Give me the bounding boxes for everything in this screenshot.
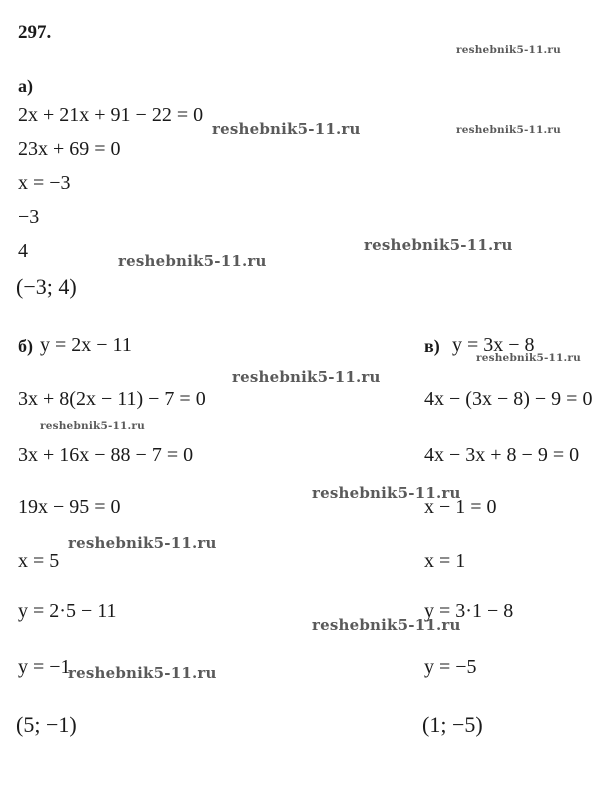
- part-a-line-1: 2x + 21x + 91 − 22 = 0: [18, 104, 204, 126]
- part-v-line-7: y = −5: [424, 656, 477, 678]
- part-b-line-2: 3x + 8(2x − 11) − 7 = 0: [18, 388, 206, 410]
- part-a-line-2: 23x + 69 = 0: [18, 138, 121, 160]
- part-b-label: б): [18, 336, 33, 356]
- watermark: reshebnik5-11.ru: [40, 420, 145, 432]
- part-b-line-6: y = 2·5 − 11: [18, 600, 117, 622]
- part-v-line-6: y = 3·1 − 8: [424, 600, 514, 622]
- part-v-line-4: x − 1 = 0: [424, 496, 497, 518]
- watermark: reshebnik5-11.ru: [232, 368, 381, 386]
- part-v-line-3: 4x − 3x + 8 − 9 = 0: [424, 444, 580, 466]
- part-a-line-4: −3: [18, 206, 40, 228]
- part-v-line-2: 4x − (3x − 8) − 9 = 0: [424, 388, 593, 410]
- watermark: reshebnik5-11.ru: [118, 252, 267, 270]
- watermark: reshebnik5-11.ru: [456, 44, 561, 56]
- part-a-line-3: x = −3: [18, 172, 71, 194]
- part-b-line-4: 19x − 95 = 0: [18, 496, 121, 518]
- watermark: reshebnik5-11.ru: [68, 534, 217, 552]
- watermark: reshebnik5-11.ru: [312, 484, 461, 502]
- part-b-line-3: 3x + 16x − 88 − 7 = 0: [18, 444, 194, 466]
- watermark: reshebnik5-11.ru: [476, 352, 581, 364]
- part-b-line-7: y = −1: [18, 656, 71, 678]
- part-b-line-5: x = 5: [18, 550, 60, 572]
- part-b-answer: (5; −1): [16, 712, 77, 737]
- part-a-label: а): [18, 76, 33, 96]
- watermark: reshebnik5-11.ru: [364, 236, 513, 254]
- part-v-answer: (1; −5): [422, 712, 483, 737]
- watermark: reshebnik5-11.ru: [312, 616, 461, 634]
- part-b-line-1: y = 2x − 11: [40, 334, 132, 356]
- part-v-line-5: x = 1: [424, 550, 466, 572]
- problem-number: 297.: [18, 22, 52, 43]
- watermark: reshebnik5-11.ru: [212, 120, 361, 138]
- part-v-label: в): [424, 336, 440, 356]
- part-a-answer: (−3; 4): [16, 274, 77, 299]
- watermark: reshebnik5-11.ru: [68, 664, 217, 682]
- part-v-line-1: y = 3x − 8: [452, 334, 535, 356]
- watermark: reshebnik5-11.ru: [456, 124, 561, 136]
- part-a-line-5: 4: [18, 240, 28, 262]
